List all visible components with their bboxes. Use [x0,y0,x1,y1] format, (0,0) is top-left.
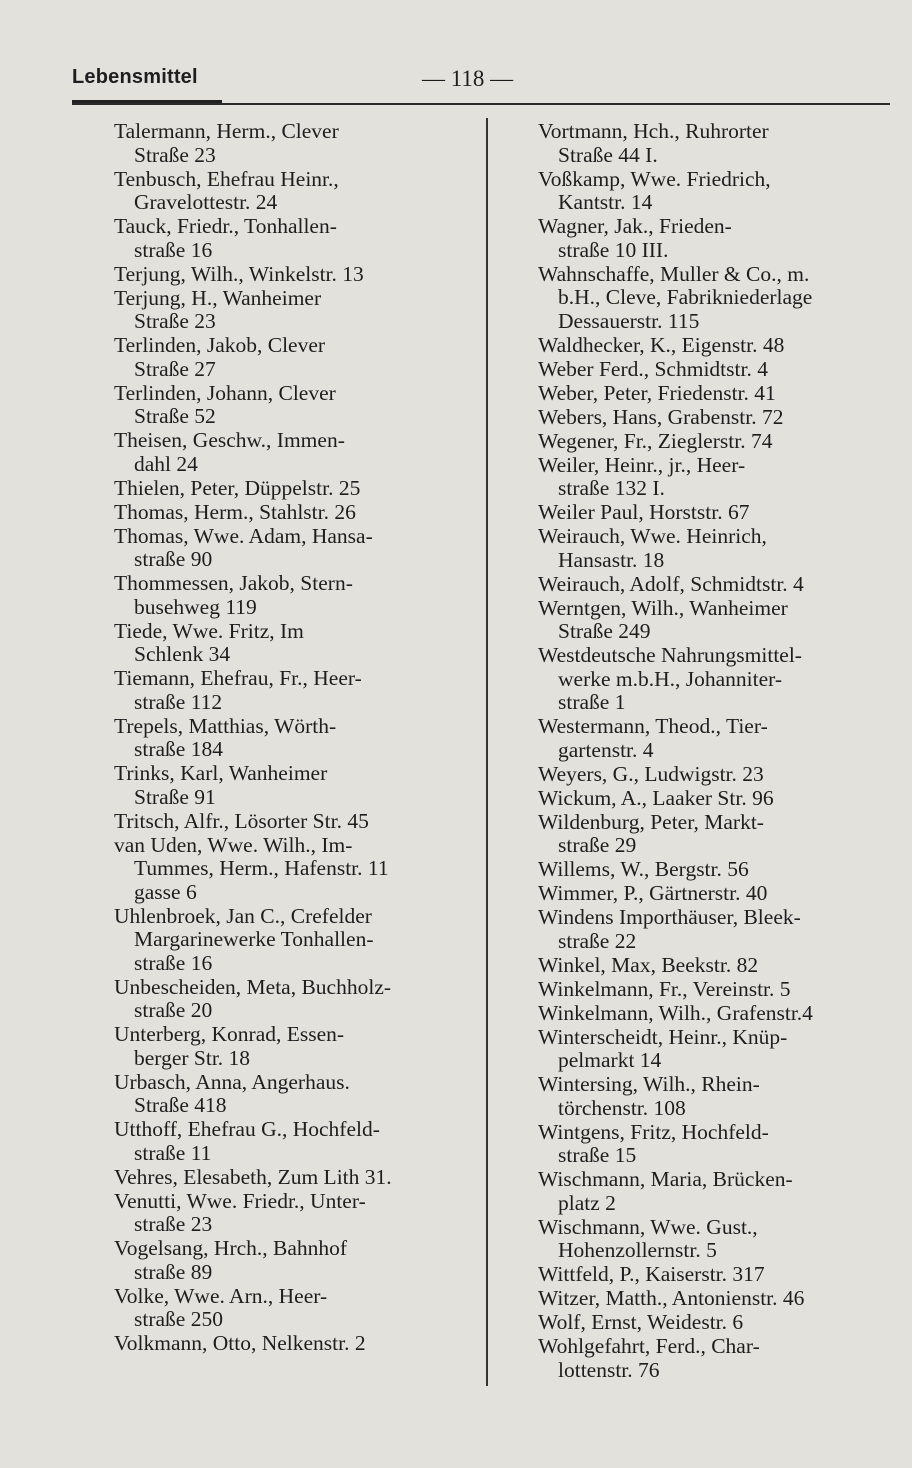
entry-continuation-line: straße 16 [134,950,213,975]
entry-name-line: Uhlenbroek, Jan C., Crefelder [114,903,372,928]
entry-name-line: Wintgens, Fritz, Hochfeld- [538,1119,769,1144]
entry-name-line: van Uden, Wwe. Wilh., Im- [114,832,353,857]
directory-entry [538,1311,894,1335]
directory-entry [114,215,474,262]
directory-entry [114,810,474,834]
directory-entry [114,287,474,334]
entry-name-line: Voßkamp, Wwe. Friedrich, [538,166,771,191]
entry-name-line: Wagner, Jak., Frieden- [538,214,732,238]
entry-name-line: Terlinden, Jakob, Clever [114,333,326,357]
entry-continuation-line: straße 10 III. [558,237,669,262]
entry-continuation-line: straße 23 [134,1212,213,1236]
entry-continuation-line: straße 29 [558,833,637,857]
entry-continuation-line: Tummes, Herm., Hafenstr. 11 [134,856,389,880]
entry-continuation-line: Margarinewerke Tonhallen- [134,927,374,951]
entry-name-line: Thielen, Peter, Düppelstr. 25 [114,475,361,500]
directory-entry [114,834,474,905]
directory-entry [114,715,474,762]
entry-name-line: Unbescheiden, Meta, Buchholz- [114,974,392,999]
directory-entry [538,906,894,953]
directory-entry [114,976,474,1023]
directory-entry [114,263,474,287]
directory-entry [538,1073,894,1120]
left-column [114,120,474,1356]
entry-continuation-line: dahl 24 [134,451,198,476]
entry-continuation-line: berger Str. 18 [134,1045,251,1070]
entry-name-line: Terlinden, Johann, Clever [114,380,336,405]
directory-entry [538,597,894,644]
entry-name-line: Volkmann, Otto, Nelkenstr. 2 [114,1331,366,1355]
entry-continuation-line: straße 22 [558,928,637,953]
entry-name-line: Winkelmann, Fr., Vereinstr. 5 [538,976,791,1001]
directory-entry [538,1216,894,1263]
directory-entry [114,905,474,976]
entry-continuation-line: busehweg 119 [134,594,257,619]
entry-continuation-line: straße 11 [134,1140,212,1165]
directory-entry [538,334,894,358]
directory-entry [538,573,894,597]
directory-entry [538,978,894,1002]
entry-name-line: Trepels, Matthias, Wörth- [114,713,337,738]
entry-name-line: Wickum, A., Laaker Str. 96 [538,785,774,810]
entry-name-line: Weber, Peter, Friedenstr. 41 [538,380,776,405]
directory-entry [538,525,894,572]
entry-continuation-line: Straße 27 [134,356,216,381]
entry-name-line: Talermann, Herm., Clever [114,119,339,143]
directory-entry [114,501,474,525]
entry-continuation-line: Straße 91 [134,784,216,809]
entry-name-line: Trinks, Karl, Wanheimer [114,761,328,785]
entry-name-line: Werntgen, Wilh., Wanheimer [538,595,788,620]
right-column [538,120,894,1382]
entry-name-line: Witzer, Matth., Antonienstr. 46 [538,1286,805,1310]
entry-name-line: Westermann, Theod., Tier- [538,714,768,738]
directory-entry [538,382,894,406]
entry-continuation-line: Straße 23 [134,309,216,333]
directory-entry [114,334,474,381]
directory-entry [538,1026,894,1073]
directory-entry [538,215,894,262]
entry-name-line: Wildenburg, Peter, Markt- [538,809,764,834]
entry-name-line: Wintersing, Wilh., Rhein- [538,1072,760,1096]
entry-name-line: Urbasch, Anna, Angerhaus. [114,1069,350,1094]
directory-entry [114,120,474,167]
directory-entry [114,572,474,619]
directory-entry [538,406,894,430]
directory-entry [114,1190,474,1237]
entry-continuation-line: Hohenzollernstr. 5 [558,1238,717,1262]
directory-entry [114,1118,474,1165]
directory-entry [538,1002,894,1026]
entry-name-line: Wolf, Ernst, Weidestr. 6 [538,1310,744,1334]
directory-entry [538,954,894,978]
entry-name-line: Windens Importhäuser, Bleek- [538,905,801,929]
entry-continuation-line: platz 2 [558,1190,616,1215]
entry-name-line: Weyers, G., Ludwigstr. 23 [538,761,764,786]
entry-continuation-line: Dessauerstr. 115 [558,308,700,333]
entry-name-line: Winkel, Max, Beekstr. 82 [538,952,759,977]
entry-name-line: Waldhecker, K., Eigenstr. 48 [538,332,785,357]
entry-continuation-line: straße 132 I. [558,476,665,500]
entry-name-line: Venutti, Wwe. Friedr., Unter- [114,1188,366,1213]
entry-continuation-line: törchenstr. 108 [558,1095,686,1120]
entry-continuation-line: Hansastr. 18 [558,547,665,572]
entry-name-line: Weiler, Heinr., jr., Heer- [538,452,746,477]
entry-name-line: Thomas, Herm., Stahlstr. 26 [114,499,356,524]
directory-entry [114,429,474,476]
entry-name-line: Wimmer, P., Gärtnerstr. 40 [538,881,768,905]
entry-continuation-line: straße 90 [134,547,213,571]
entry-continuation-line: straße 16 [134,237,213,262]
directory-entry [114,1237,474,1284]
entry-name-line: Tiemann, Ehefrau, Fr., Heer- [114,666,362,690]
section-title: Lebensmittel [72,66,198,88]
entry-name-line: Vortmann, Hch., Ruhrorter [538,119,769,143]
entry-continuation-line: straße 89 [134,1259,213,1284]
entry-name-line: Wittfeld, P., Kaiserstr. 317 [538,1262,765,1286]
entry-continuation-line: Kantstr. 14 [558,190,653,214]
entry-name-line: Willems, W., Bergstr. 56 [538,857,749,881]
entry-name-line: Weiler Paul, Horststr. 67 [538,500,750,524]
entry-continuation-line: straße 15 [558,1143,637,1167]
entry-continuation-line: b.H., Cleve, Fabrikniederlage [558,285,813,309]
directory-entry [114,762,474,809]
entry-name-line: Wahnschaffe, Muller & Co., m. [538,261,810,286]
entry-continuation-line: gartenstr. 4 [558,737,654,762]
directory-entry [114,168,474,215]
entry-continuation-line: straße 250 [134,1307,223,1331]
entry-name-line: Wischmann, Maria, Brücken- [538,1167,793,1191]
entry-name-line: Tiede, Wwe. Fritz, Im [114,618,304,643]
directory-entry [114,1332,474,1356]
directory-entry [538,1168,894,1215]
entry-name-line: Wischmann, Wwe. Gust., [538,1214,758,1239]
entry-name-line: Winterscheidt, Heinr., Knüp- [538,1024,788,1049]
entry-name-line: Thommessen, Jakob, Stern- [114,571,353,595]
entry-name-line: Vehres, Elesabeth, Zum Lith 31. [114,1164,392,1189]
entry-continuation-line: Straße 44 I. [558,142,658,167]
directory-entry [538,882,894,906]
directory-entry [538,358,894,382]
page-header [72,60,892,100]
directory-entry [538,501,894,525]
entry-continuation-line: straße 1 [558,690,626,714]
entry-continuation-line: werke m.b.H., Johanniter- [558,666,783,691]
entry-continuation-line: pelmarkt 14 [558,1048,662,1072]
entry-continuation-line: Straße 249 [558,619,651,643]
directory-entry [538,263,894,334]
entry-name-line: Tritsch, Alfr., Lösorter Str. 45 [114,808,369,833]
directory-entry [114,667,474,714]
entry-name-line: Tenbusch, Ehefrau Heinr., [114,166,339,191]
directory-entry [538,644,894,715]
entry-name-line: Theisen, Geschw., Immen- [114,428,345,452]
page-number: — 118 — [422,66,514,91]
directory-entry [538,120,894,167]
header-rule [72,103,890,105]
entry-name-line: Weirauch, Wwe. Heinrich, [538,524,767,548]
entry-name-line: Wegener, Fr., Zieglerstr. 74 [538,428,773,453]
entry-continuation-line: straße 184 [134,737,223,761]
directory-entry [538,454,894,501]
entry-name-line: Utthoff, Ehefrau G., Hochfeld- [114,1117,380,1141]
entry-continuation-line: Straße 418 [134,1093,227,1117]
entry-name-line: Volke, Wwe. Arn., Heer- [114,1283,328,1308]
entry-name-line: Winkelmann, Wilh., Grafenstr.4 [538,1000,813,1025]
directory-entry [538,811,894,858]
directory-entry [114,477,474,501]
entry-continuation-line: Straße 23 [134,142,216,167]
directory-entry [114,1285,474,1332]
directory-entry [538,1335,894,1382]
entry-name-line: Vogelsang, Hrch., Bahnhof [114,1236,348,1260]
directory-entry [538,168,894,215]
directory-entry [114,1071,474,1118]
directory-entry [114,1166,474,1190]
directory-entry [114,525,474,572]
directory-entry [538,1263,894,1287]
directory-entry [114,1023,474,1070]
entry-name-line: Tauck, Friedr., Tonhallen- [114,214,337,238]
directory-entry [538,763,894,787]
directory-entry [538,787,894,811]
entry-name-line: Thomas, Wwe. Adam, Hansa- [114,523,373,548]
entry-name-line: Weirauch, Adolf, Schmidtstr. 4 [538,571,804,596]
directory-entry [114,382,474,429]
entry-name-line: Wohlgefahrt, Ferd., Char- [538,1334,760,1358]
entry-continuation-line: Gravelottestr. 24 [134,190,278,214]
directory-entry [538,858,894,882]
entry-name-line: Unterberg, Konrad, Essen- [114,1022,345,1046]
directory-entry [538,715,894,762]
entry-continuation-line: lottenstr. 76 [558,1357,660,1382]
entry-name-line: Terjung, H., Wanheimer [114,285,322,310]
entry-name-line: Westdeutsche Nahrungsmittel- [538,643,802,667]
directory-entry [538,430,894,454]
directory-entry [538,1287,894,1311]
directory-entry [538,1121,894,1168]
entry-continuation-line: Straße 52 [134,404,216,428]
entry-name-line: Terjung, Wilh., Winkelstr. 13 [114,261,364,286]
column-divider [486,118,488,1386]
entry-continuation-line: Schlenk 34 [134,642,231,666]
entry-continuation-line: straße 20 [134,998,213,1022]
entry-continuation-line: gasse 6 [134,879,197,904]
entry-continuation-line: straße 112 [134,689,223,714]
directory-entry [114,620,474,667]
entry-name-line: Weber Ferd., Schmidtstr. 4 [538,356,768,381]
entry-name-line: Webers, Hans, Grabenstr. 72 [538,404,784,429]
